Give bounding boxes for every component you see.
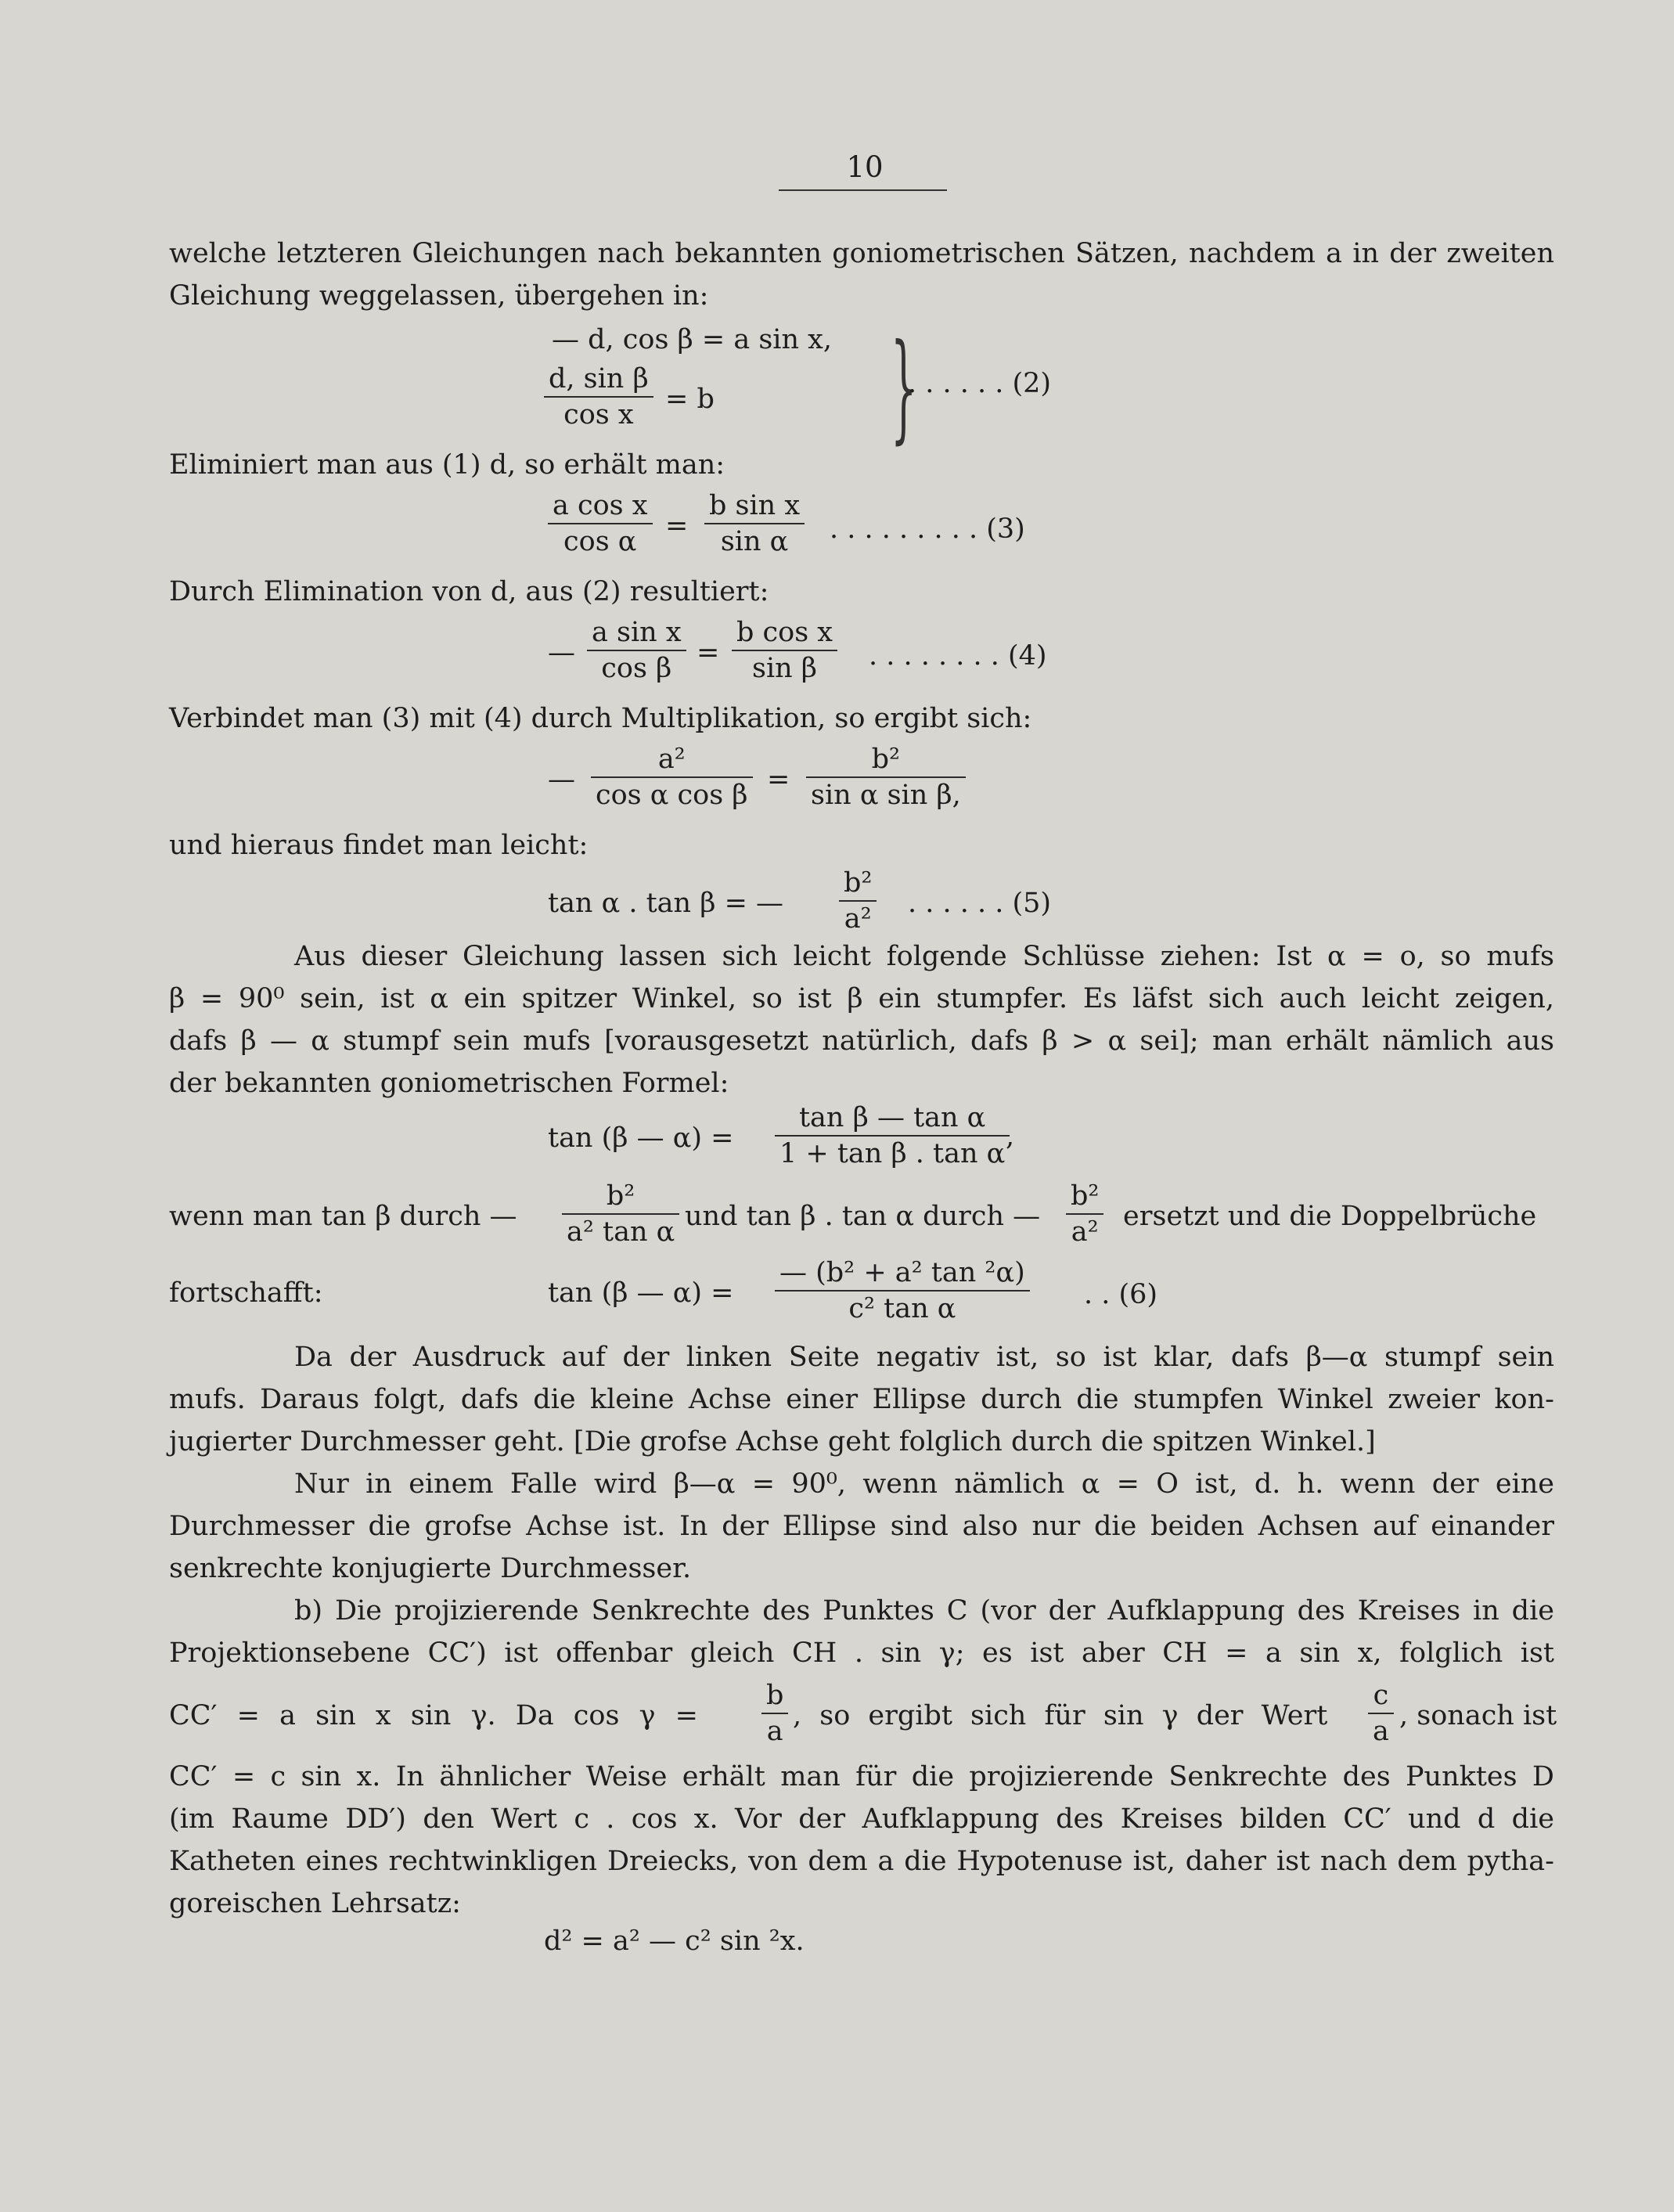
equation-5-lhs: tan α . tan β = — — [548, 888, 784, 919]
equals-sign: = — [767, 764, 790, 795]
product-frac2 — [806, 742, 966, 812]
numerator: b² — [871, 744, 901, 775]
text-line: goreischen Lehrsatz: — [169, 1888, 461, 1919]
text-line: jugierter Durchmesser geht. [Die grofse Achse geht folglich durch die spitzen Winkel.] — [169, 1426, 1376, 1457]
numerator: b cos x — [736, 617, 833, 648]
numerator: d, sin β — [549, 363, 649, 394]
equation-4-frac1 — [587, 615, 686, 686]
text-fragment: , so ergibt sich für sin γ der Wert — [793, 1700, 1328, 1731]
numerator: a cos x — [553, 490, 648, 521]
text-line: Projektionsebene CC′) ist offenbar gleich CH . sin γ; es ist aber CH = a sin x, folglich ist — [169, 1637, 1554, 1669]
equation-6-lhs: tan (β — α) = — [548, 1277, 734, 1309]
denominator: c² tan α — [848, 1293, 956, 1324]
numerator: b sin x — [709, 490, 801, 521]
denominator: sin β — [751, 653, 818, 684]
text-line: Gleichung weggelassen, übergehen in: — [169, 280, 709, 312]
equation-4-frac2 — [732, 615, 837, 686]
text-line: welche letzteren Gleichungen nach bekannten goniometrischen Sätzen, nachdem a in der zweiten — [169, 238, 1554, 269]
equation-number-5: . . . . . . (5) — [908, 888, 1052, 919]
page-number: 10 — [846, 150, 884, 184]
denominator: cos α cos β — [596, 780, 748, 811]
sin-gamma-frac — [1368, 1678, 1394, 1749]
text-fragment: CC′ = a sin x sin γ. Da cos γ = — [169, 1700, 698, 1731]
text-line: Durchmesser die grofse Achse ist. In der Ellipse sind also nur die beiden Achsen auf einander — [169, 1511, 1554, 1542]
denominator: a — [766, 1716, 783, 1747]
denominator: sin α — [720, 526, 789, 557]
equation-6-frac — [775, 1256, 1030, 1326]
comma: , — [1006, 1121, 1015, 1152]
substitution-frac2 — [1066, 1179, 1103, 1249]
numerator: tan β — tan α — [798, 1102, 986, 1133]
equation-3-frac1 — [548, 488, 653, 559]
text-fragment: wenn man tan β durch — — [169, 1201, 517, 1232]
minus-sign: — — [548, 764, 575, 795]
equation-2-line1: — d, cos β = a sin x, — [552, 324, 833, 355]
minus-sign: — — [548, 637, 575, 668]
text-line: fortschafft: — [169, 1277, 323, 1309]
text-line: Aus dieser Gleichung lassen sich leicht folgende Schlüsse ziehen: Ist α = o, so mufs — [294, 941, 1554, 972]
text-line: β = 90⁰ sein, ist α ein spitzer Winkel, so ist β ein stumpfer. Es läfst sich auch leicht zeigen, — [169, 983, 1554, 1014]
text-fragment: ersetzt und die Doppelbrüche — [1123, 1201, 1537, 1232]
text-line: Katheten eines rechtwinkligen Dreiecks, von dem a die Hypotenuse ist, daher ist nach dem pytha- — [169, 1846, 1554, 1877]
denominator: sin α sin β, — [811, 780, 961, 811]
text-line: mufs. Daraus folgt, dafs die kleine Achse einer Ellipse durch die stumpfen Winkel zweier kon- — [169, 1384, 1554, 1415]
cos-gamma-frac — [761, 1678, 788, 1749]
substitution-frac1 — [562, 1179, 679, 1249]
text-line: Eliminiert man aus (1) d, so erhält man: — [169, 449, 725, 481]
denominator: cos x — [563, 399, 634, 431]
denominator: a² — [1071, 1216, 1099, 1248]
tan-formula-frac — [775, 1101, 1010, 1171]
numerator: b² — [1071, 1180, 1100, 1212]
numerator: b² — [844, 867, 873, 899]
denominator: a² — [844, 903, 872, 935]
numerator: b — [766, 1680, 784, 1711]
text-line: Verbindet man (3) mit (4) durch Multiplikation, so ergibt sich: — [169, 703, 1032, 734]
denominator: a² tan α — [567, 1216, 675, 1248]
denominator: cos β — [601, 653, 672, 684]
product-frac1 — [591, 742, 753, 812]
text-line: Durch Elimination von d, aus (2) resultiert: — [169, 576, 769, 607]
numerator: — (b² + a² tan ²α) — [779, 1257, 1025, 1288]
denominator: cos α — [563, 526, 637, 557]
denominator: 1 + tan β . tan α — [779, 1138, 1006, 1169]
denominator: a — [1373, 1716, 1389, 1747]
text-line: b) Die projizierende Senkrechte des Punktes C (vor der Aufklappung des Kreises in die — [294, 1595, 1554, 1627]
final-equation: d² = a² — c² sin ²x. — [544, 1926, 805, 1957]
text-line: Da der Ausdruck auf der linken Seite negativ ist, so ist klar, dafs β—α stumpf sein — [294, 1342, 1554, 1373]
equation-number-6: . . (6) — [1084, 1279, 1158, 1310]
text-line: und hieraus findet man leicht: — [169, 830, 589, 861]
equation-2-fraction — [544, 362, 653, 432]
equals-sign: = — [697, 637, 720, 668]
text-line: Nur in einem Falle wird β—α = 90⁰, wenn nämlich α = O ist, d. h. wenn der eine — [294, 1468, 1554, 1500]
equation-number-4: . . . . . . . . (4) — [869, 640, 1047, 672]
brace: } — [891, 319, 917, 456]
header-rule — [779, 189, 947, 191]
text-fragment: , sonach ist — [1399, 1700, 1557, 1731]
equals-sign: = — [665, 510, 689, 542]
numerator: a sin x — [592, 617, 682, 648]
tan-formula-lhs: tan (β — α) = — [548, 1122, 734, 1154]
equation-5-frac — [839, 866, 877, 936]
equation-number-3: . . . . . . . . . (3) — [830, 513, 1025, 545]
numerator: a² — [657, 744, 686, 775]
text-line: CC′ = c sin x. In ähnlicher Weise erhält man für die projizierende Senkrechte des Punktes D — [169, 1761, 1554, 1792]
equation-3-frac2 — [704, 488, 805, 559]
numerator: b² — [606, 1180, 635, 1212]
text-fragment: und tan β . tan α durch — — [685, 1201, 1041, 1232]
numerator: c — [1373, 1680, 1389, 1711]
text-line: der bekannten goniometrischen Formel: — [169, 1068, 729, 1099]
text-line: dafs β — α stumpf sein mufs [vorausgesetzt natürlich, dafs β > α sei]; man erhält nämlich aus — [169, 1025, 1554, 1057]
text-line: senkrechte konjugierte Durchmesser. — [169, 1553, 692, 1584]
text-line: (im Raume DD′) den Wert c . cos x. Vor der Aufklappung des Kreises bilden CC′ und d die — [169, 1803, 1554, 1835]
equation-number-2: . . . . . . (2) — [908, 368, 1052, 399]
equation-2-rhs: = b — [665, 384, 715, 415]
